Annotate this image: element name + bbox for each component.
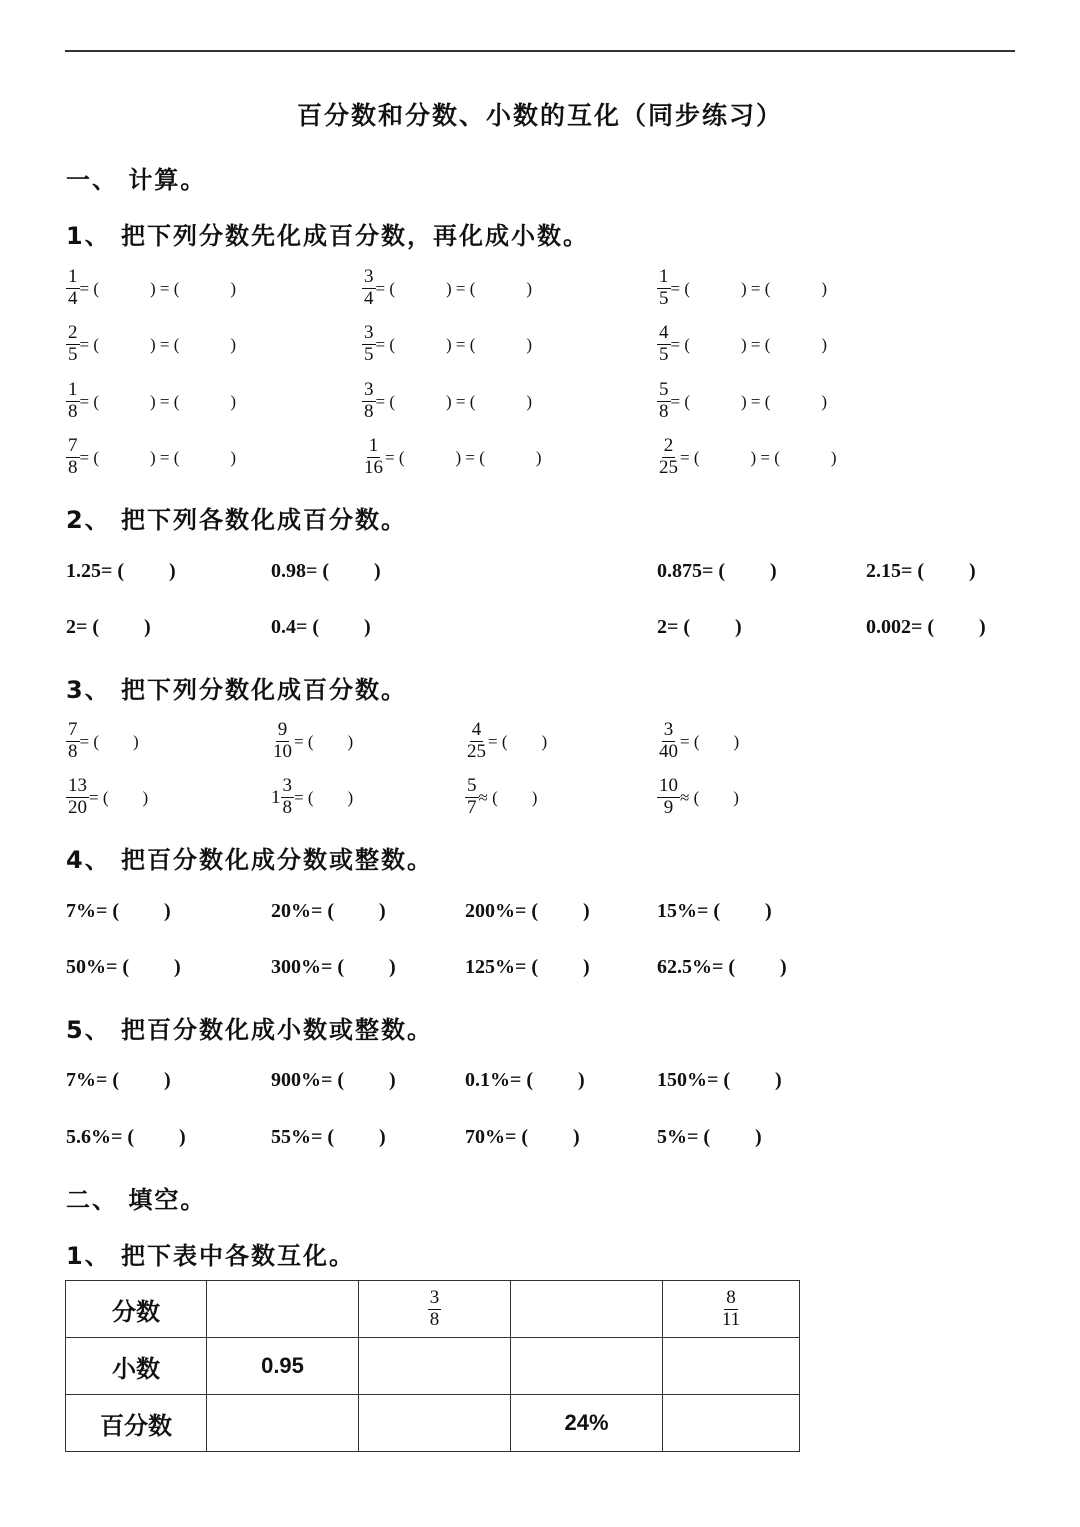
q3-item [66, 720, 139, 763]
q5-item[interactable]: 7%= ( ) [66, 1069, 171, 1091]
table-cell[interactable] [511, 1281, 663, 1338]
q1-item [362, 267, 532, 310]
row-label-percent: 百分数 [66, 1395, 207, 1452]
q1-item [657, 436, 837, 479]
q1-item [362, 380, 532, 423]
q2-item[interactable]: 0.002= ( ) [866, 616, 986, 638]
table-cell[interactable]: 0.95 [207, 1338, 359, 1395]
q1-item [66, 323, 236, 366]
answer-blank[interactable]: = ( ) = ( ) [670, 391, 828, 411]
answer-blank[interactable]: = ( ) = ( ) [375, 278, 533, 298]
answer-blank[interactable]: = ( ) = ( ) [375, 334, 533, 354]
table-cell[interactable] [359, 1395, 511, 1452]
answer-blank[interactable]: = ( ) [680, 731, 740, 751]
q5-item[interactable]: 55%= ( ) [271, 1126, 386, 1148]
fraction: $\frac{3}{8}$ [282, 775, 292, 818]
q2-item[interactable]: 2= ( ) [657, 616, 742, 638]
answer-blank[interactable]: = ( ) [89, 787, 149, 807]
table-cell[interactable]: 24% [511, 1395, 663, 1452]
q2-item[interactable]: 2.15= ( ) [866, 560, 976, 582]
q3-item [66, 776, 148, 819]
answer-blank[interactable]: = ( ) = ( ) [79, 391, 237, 411]
q2-item[interactable]: 0.875= ( ) [657, 560, 777, 582]
row-label-decimal: 小数 [66, 1338, 207, 1395]
fraction: $\frac{3}{8}$ [429, 1286, 440, 1330]
q2-item[interactable]: 0.4= ( ) [271, 616, 371, 638]
q3-item [465, 776, 537, 819]
table-row [66, 1281, 800, 1338]
table-cell[interactable] [663, 1338, 800, 1395]
q2-item[interactable]: 1.25= ( ) [66, 560, 176, 582]
answer-blank[interactable]: = ( ) = ( ) [385, 447, 542, 467]
q1-item [657, 267, 827, 310]
fraction: $\frac{4}{5}$ [659, 322, 669, 365]
fraction: $\frac{13}{20}$ [68, 775, 87, 818]
answer-blank[interactable]: = ( ) = ( ) [375, 391, 533, 411]
table-cell[interactable] [511, 1338, 663, 1395]
q4-item[interactable]: 300%= ( ) [271, 956, 396, 978]
fraction: $\frac{4}{25}$ [467, 719, 486, 762]
fraction: $\frac{3}{4}$ [364, 266, 374, 309]
answer-blank[interactable]: = ( ) = ( ) [79, 278, 237, 298]
answer-blank[interactable]: = ( ) [79, 731, 139, 751]
page-title: 百分数和分数、小数的互化（同步练习） [296, 101, 783, 130]
fraction: $\frac{7}{8}$ [68, 435, 78, 478]
fraction: $\frac{3}{8}$ [364, 379, 374, 422]
q3-item [271, 720, 353, 763]
q4-item[interactable]: 50%= ( ) [66, 956, 181, 978]
fraction: $\frac{8}{11}$ [721, 1286, 741, 1330]
fraction: $\frac{1}{8}$ [68, 379, 78, 422]
q5-item[interactable]: 900%= ( ) [271, 1069, 396, 1091]
q4-item[interactable]: 20%= ( ) [271, 900, 386, 922]
table-cell[interactable] [359, 1281, 511, 1338]
answer-blank[interactable]: = ( ) [488, 731, 548, 751]
q3-item [465, 720, 547, 763]
q5-item[interactable]: 5%= ( ) [657, 1126, 762, 1148]
answer-blank[interactable]: ≈ ( ) [680, 787, 739, 807]
answer-blank[interactable]: = ( ) [294, 731, 354, 751]
q5-item[interactable]: 150%= ( ) [657, 1069, 782, 1091]
fraction: $\frac{9}{10}$ [273, 719, 292, 762]
section1-heading: 一、 计算。 [66, 166, 207, 194]
table-cell[interactable] [207, 1395, 359, 1452]
fraction: $\frac{1}{5}$ [659, 266, 669, 309]
table-cell[interactable] [359, 1338, 511, 1395]
q5-heading: 5、 把百分数化成小数或整数。 [66, 1016, 434, 1044]
table-cell[interactable] [663, 1395, 800, 1452]
fraction: $\frac{1}{4}$ [68, 266, 78, 309]
fraction: $\frac{2}{5}$ [68, 322, 78, 365]
q1-item [657, 380, 827, 423]
q4-item[interactable]: 200%= ( ) [465, 900, 590, 922]
table-cell[interactable] [663, 1281, 800, 1338]
q2-item[interactable]: 0.98= ( ) [271, 560, 381, 582]
answer-blank[interactable]: = ( ) = ( ) [680, 447, 837, 467]
table-row [66, 1395, 800, 1452]
q4-item[interactable]: 125%= ( ) [465, 956, 590, 978]
q1-item [66, 436, 236, 479]
table-row [66, 1338, 800, 1395]
q4-heading: 4、 把百分数化成分数或整数。 [66, 846, 434, 874]
q4-item[interactable]: 7%= ( ) [66, 900, 171, 922]
fraction: $\frac{1}{16}$ [364, 435, 383, 478]
fraction: $\frac{7}{8}$ [68, 719, 78, 762]
q1-item [657, 323, 827, 366]
fraction: $\frac{10}{9}$ [659, 775, 678, 818]
answer-blank[interactable]: = ( ) = ( ) [79, 447, 237, 467]
q1-heading: 1、 把下列分数先化成百分数，再化成小数。 [66, 222, 590, 250]
q4-item[interactable]: 15%= ( ) [657, 900, 772, 922]
answer-blank[interactable]: = ( ) = ( ) [79, 334, 237, 354]
fraction: $\frac{3}{40}$ [659, 719, 678, 762]
conversion-table [65, 1280, 800, 1452]
q3-item [657, 776, 739, 819]
q3-item [657, 720, 739, 763]
q5-item[interactable]: 5.6%= ( ) [66, 1126, 186, 1148]
q3-heading: 3、 把下列分数化成百分数。 [66, 676, 408, 704]
answer-blank[interactable]: ≈ ( ) [478, 787, 538, 807]
q4-item[interactable]: 62.5%= ( ) [657, 956, 787, 978]
answer-blank[interactable]: = ( ) = ( ) [670, 278, 828, 298]
q1-item [362, 323, 532, 366]
q5-item[interactable]: 0.1%= ( ) [465, 1069, 585, 1091]
q3-item [271, 776, 353, 819]
whole-part: 1 [271, 786, 281, 808]
fraction: $\frac{5}{8}$ [659, 379, 669, 422]
fraction: $\frac{5}{7}$ [467, 775, 477, 818]
section2-heading: 二、 填空。 [66, 1186, 207, 1214]
q5-item[interactable]: 70%= ( ) [465, 1126, 580, 1148]
q2-heading: 2、 把下列各数化成百分数。 [66, 506, 408, 534]
q1-item [362, 436, 542, 479]
header-rule [65, 50, 1015, 52]
row-label-fraction: 分数 [66, 1281, 207, 1338]
fill1-heading: 1、 把下表中各数互化。 [66, 1242, 356, 1270]
q1-item [66, 380, 236, 423]
fraction: $\frac{3}{5}$ [364, 322, 374, 365]
fraction: $\frac{2}{25}$ [659, 435, 678, 478]
q1-item [66, 267, 236, 310]
answer-blank[interactable]: = ( ) [294, 787, 354, 807]
q2-item[interactable]: 2= ( ) [66, 616, 151, 638]
table-cell[interactable] [207, 1281, 359, 1338]
answer-blank[interactable]: = ( ) = ( ) [670, 334, 828, 354]
